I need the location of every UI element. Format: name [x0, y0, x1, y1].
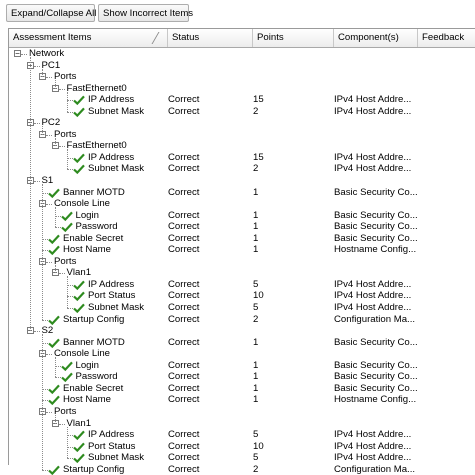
- table-row[interactable]: [9, 94, 475, 106]
- status-cell: Correct: [168, 186, 200, 198]
- column-header-feedback[interactable]: Feedback: [422, 32, 465, 43]
- table-row[interactable]: [9, 429, 475, 441]
- column-header-components[interactable]: Component(s): [334, 29, 418, 47]
- tree-guide-line: [42, 334, 43, 470]
- component-cell: IPv4 Host Addre...: [334, 105, 412, 117]
- item-label: S2: [41, 325, 54, 337]
- tree-guide-line: [67, 92, 68, 112]
- expand-collapse-all-button[interactable]: Expand/Collapse All: [6, 4, 95, 22]
- table-row[interactable]: [9, 60, 475, 72]
- table-row[interactable]: [9, 198, 475, 210]
- check-icon: [61, 222, 73, 232]
- table-row[interactable]: [9, 452, 475, 464]
- component-cell: Configuration Ma...: [334, 313, 416, 325]
- check-icon: [61, 372, 73, 382]
- tree-guide-line: [67, 149, 68, 169]
- item-label: Password: [75, 221, 118, 233]
- status-cell: Correct: [168, 105, 200, 117]
- points-cell: 5: [253, 278, 259, 290]
- item-label: IP Address: [88, 429, 135, 441]
- table-row[interactable]: [9, 244, 475, 256]
- status-cell: Correct: [168, 209, 200, 221]
- component-cell: IPv4 Host Addre...: [334, 440, 412, 452]
- check-icon: [48, 384, 60, 394]
- tree-connector: [34, 331, 40, 332]
- tree-connector: [42, 470, 48, 471]
- check-icon: [48, 338, 60, 348]
- status-cell: Correct: [168, 278, 200, 290]
- item-label: Ports: [54, 405, 77, 417]
- component-cell: IPv4 Host Addre...: [334, 429, 412, 441]
- table-header: [9, 29, 475, 48]
- check-icon: [73, 453, 85, 463]
- collapse-toggle-icon[interactable]: −: [27, 118, 33, 128]
- status-cell: Correct: [168, 290, 200, 302]
- tree-guide-line: [55, 357, 56, 377]
- item-label: Network: [29, 48, 65, 59]
- status-cell: Correct: [168, 440, 200, 452]
- item-label: Console Line: [54, 198, 111, 210]
- status-cell: Correct: [168, 382, 200, 394]
- table-row[interactable]: [9, 187, 475, 199]
- component-cell: Basic Security Co...: [334, 232, 418, 244]
- check-icon: [73, 303, 85, 313]
- table-row[interactable]: [9, 221, 475, 233]
- points-cell: 2: [253, 313, 259, 325]
- item-label: Subnet Mask: [88, 302, 144, 314]
- points-cell: 10: [253, 440, 264, 452]
- points-cell: 1: [253, 359, 259, 371]
- item-label: Password: [75, 371, 118, 383]
- tree-connector: [46, 262, 52, 263]
- points-cell: 1: [253, 221, 259, 233]
- tree-connector: [67, 458, 73, 459]
- points-cell: 15: [253, 151, 264, 163]
- item-label: Host Name: [63, 394, 111, 406]
- component-cell: IPv4 Host Addre...: [334, 94, 412, 106]
- item-label: Login: [75, 359, 99, 371]
- tree-guide-line: [55, 265, 56, 274]
- collapse-toggle-icon[interactable]: −: [27, 326, 33, 336]
- component-cell: Basic Security Co...: [334, 359, 418, 371]
- tree-connector: [34, 123, 40, 124]
- table-row[interactable]: [9, 48, 475, 60]
- check-icon: [73, 291, 85, 301]
- points-cell: 1: [253, 336, 259, 348]
- tree-guide-line: [42, 69, 43, 78]
- tree-connector: [59, 89, 65, 90]
- status-cell: Correct: [168, 313, 200, 325]
- component-cell: IPv4 Host Addre...: [334, 278, 412, 290]
- component-cell: Basic Security Co...: [334, 382, 418, 394]
- table-row[interactable]: [9, 348, 475, 360]
- tree-guide-line: [42, 126, 43, 135]
- collapse-toggle-icon[interactable]: −: [15, 49, 20, 58]
- tree-guide-line: [55, 138, 56, 147]
- check-icon: [73, 430, 85, 440]
- tree-connector: [46, 412, 52, 413]
- item-label: Host Name: [63, 244, 111, 256]
- check-icon: [61, 211, 73, 221]
- collapse-toggle-icon[interactable]: −: [52, 418, 58, 428]
- tree-guide-line: [67, 276, 68, 308]
- table-row[interactable]: [9, 256, 475, 268]
- tree-connector: [59, 273, 65, 274]
- points-cell: 15: [253, 94, 264, 106]
- item-label: Banner MOTD: [63, 336, 125, 348]
- item-label: PC2: [41, 117, 61, 129]
- table-row[interactable]: [9, 383, 475, 395]
- collapse-toggle-icon[interactable]: −: [40, 129, 45, 139]
- table-row[interactable]: [9, 117, 475, 129]
- table-row[interactable]: [9, 290, 475, 302]
- table-row[interactable]: [9, 337, 475, 349]
- item-label: Subnet Mask: [88, 105, 144, 117]
- points-cell: 2: [253, 105, 259, 117]
- table-row[interactable]: [9, 233, 475, 245]
- points-cell: 10: [253, 290, 264, 302]
- tree-connector: [42, 320, 48, 321]
- check-icon: [48, 315, 60, 325]
- column-header-status[interactable]: Status: [168, 29, 253, 47]
- collapse-toggle-icon[interactable]: −: [40, 72, 45, 82]
- table-row[interactable]: [9, 140, 475, 152]
- points-cell: 1: [253, 244, 259, 256]
- collapse-toggle-icon[interactable]: −: [27, 60, 33, 70]
- status-cell: Correct: [168, 371, 200, 383]
- item-label: Subnet Mask: [88, 163, 144, 175]
- table-row[interactable]: [9, 314, 475, 326]
- points-cell: 1: [253, 394, 259, 406]
- table-row[interactable]: [9, 360, 475, 372]
- tree-connector: [46, 77, 52, 78]
- item-label: Ports: [54, 255, 77, 267]
- collapse-toggle-icon[interactable]: −: [40, 349, 45, 359]
- tree-connector: [59, 146, 65, 147]
- tree-connector: [55, 377, 61, 378]
- status-cell: Correct: [168, 336, 200, 348]
- status-cell: Correct: [168, 302, 200, 314]
- check-icon: [73, 164, 85, 174]
- component-cell: Basic Security Co...: [334, 371, 418, 383]
- item-label: Vlan1: [66, 267, 92, 279]
- collapse-toggle-icon[interactable]: −: [52, 83, 58, 93]
- status-cell: Correct: [168, 232, 200, 244]
- tree-connector: [67, 308, 73, 309]
- check-icon: [48, 188, 60, 198]
- item-label: Port Status: [88, 440, 136, 452]
- component-cell: Basic Security Co...: [334, 209, 418, 221]
- item-label: PC1: [41, 59, 61, 71]
- tree-guide-line: [55, 415, 56, 424]
- points-cell: 2: [253, 463, 259, 475]
- tree-connector: [59, 424, 65, 425]
- check-icon: [73, 280, 85, 290]
- table-row[interactable]: [9, 394, 475, 406]
- status-cell: Correct: [168, 163, 200, 175]
- table-row[interactable]: [9, 371, 475, 383]
- check-icon: [73, 95, 85, 105]
- component-cell: Hostname Config...: [334, 394, 417, 406]
- show-incorrect-items-button[interactable]: Show Incorrect Items: [98, 4, 189, 22]
- component-cell: Basic Security Co...: [334, 221, 418, 233]
- status-cell: Correct: [168, 429, 200, 441]
- table-row[interactable]: [9, 163, 475, 175]
- tree-connector: [34, 181, 40, 182]
- tree-guide-line: [67, 427, 68, 459]
- status-cell: Correct: [168, 221, 200, 233]
- points-cell: 5: [253, 452, 259, 464]
- tree-guide-line: [30, 57, 31, 331]
- check-icon: [61, 361, 73, 371]
- component-cell: IPv4 Host Addre...: [334, 290, 412, 302]
- item-label: Console Line: [54, 348, 111, 360]
- component-cell: Basic Security Co...: [334, 186, 418, 198]
- check-icon: [48, 465, 60, 475]
- status-cell: Correct: [168, 452, 200, 464]
- tree-connector: [46, 354, 52, 355]
- item-label: FastEthernet0: [66, 82, 127, 94]
- table-row[interactable]: [9, 129, 475, 141]
- column-header-points[interactable]: Points: [253, 29, 334, 47]
- status-cell: Correct: [168, 244, 200, 256]
- item-label: Startup Config: [63, 313, 125, 325]
- collapse-toggle-icon[interactable]: −: [52, 268, 58, 278]
- item-label: Startup Config: [63, 463, 125, 475]
- component-cell: IPv4 Host Addre...: [334, 163, 412, 175]
- item-label: Subnet Mask: [88, 452, 144, 464]
- points-cell: 1: [253, 382, 259, 394]
- item-label: Enable Secret: [63, 382, 124, 394]
- item-label: Port Status: [88, 290, 136, 302]
- tree-connector: [46, 204, 52, 205]
- points-cell: 1: [253, 186, 259, 198]
- table-row[interactable]: [9, 175, 475, 187]
- table-body: [9, 48, 475, 475]
- component-cell: Hostname Config...: [334, 244, 417, 256]
- table-row[interactable]: [9, 279, 475, 291]
- status-cell: Correct: [168, 359, 200, 371]
- tree-guide-line: [55, 207, 56, 227]
- status-cell: Correct: [168, 394, 200, 406]
- tree-guide-line: [42, 184, 43, 320]
- table-row[interactable]: [9, 464, 475, 475]
- item-label: FastEthernet0: [66, 140, 127, 152]
- table-row[interactable]: [9, 83, 475, 95]
- collapse-toggle-icon[interactable]: −: [40, 406, 45, 416]
- tree-connector: [46, 135, 52, 136]
- item-label: S1: [41, 175, 54, 187]
- tree-guide-line: [55, 80, 56, 89]
- collapse-toggle-icon[interactable]: −: [27, 176, 33, 186]
- check-icon: [73, 442, 85, 452]
- check-icon: [48, 395, 60, 405]
- component-cell: Basic Security Co...: [334, 336, 418, 348]
- status-cell: Correct: [168, 94, 200, 106]
- tree-connector: [21, 54, 27, 55]
- component-cell: IPv4 Host Addre...: [334, 302, 412, 314]
- tree-connector: [55, 227, 61, 228]
- assessment-table: [8, 28, 475, 475]
- item-label: IP Address: [88, 151, 135, 163]
- item-label: Banner MOTD: [63, 186, 125, 198]
- tree-connector: [67, 112, 73, 113]
- status-cell: Correct: [168, 463, 200, 475]
- status-cell: Correct: [168, 151, 200, 163]
- item-label: Ports: [54, 128, 77, 140]
- collapse-toggle-icon[interactable]: −: [40, 256, 45, 266]
- component-cell: Configuration Ma...: [334, 463, 416, 475]
- points-cell: 5: [253, 429, 259, 441]
- check-icon: [48, 234, 60, 244]
- component-cell: IPv4 Host Addre...: [334, 452, 412, 464]
- table-row[interactable]: [9, 418, 475, 430]
- toolbar: [0, 0, 474, 26]
- item-label: Vlan1: [66, 417, 92, 429]
- item-label: Enable Secret: [63, 232, 124, 244]
- table-row[interactable]: [9, 106, 475, 118]
- table-row[interactable]: [9, 210, 475, 222]
- table-row[interactable]: [9, 71, 475, 83]
- table-row[interactable]: [9, 302, 475, 314]
- check-icon: [73, 107, 85, 117]
- item-label: IP Address: [88, 94, 135, 106]
- collapse-toggle-icon[interactable]: −: [40, 199, 45, 209]
- check-icon: [73, 153, 85, 163]
- points-cell: 1: [253, 209, 259, 221]
- item-label: Ports: [54, 71, 77, 83]
- points-cell: 2: [253, 163, 259, 175]
- table-row[interactable]: [9, 267, 475, 279]
- points-cell: 1: [253, 232, 259, 244]
- item-label: Login: [75, 209, 99, 221]
- table-row[interactable]: [9, 152, 475, 164]
- column-header-assessment-items[interactable]: Assessment Items: [9, 29, 168, 47]
- table-row[interactable]: [9, 325, 475, 337]
- check-icon: [48, 245, 60, 255]
- component-cell: IPv4 Host Addre...: [334, 151, 412, 163]
- points-cell: 5: [253, 302, 259, 314]
- points-cell: 1: [253, 371, 259, 383]
- table-row[interactable]: [9, 406, 475, 418]
- tree-connector: [34, 66, 40, 67]
- tree-connector: [67, 169, 73, 170]
- item-label: IP Address: [88, 278, 135, 290]
- collapse-toggle-icon[interactable]: −: [52, 141, 58, 151]
- table-row[interactable]: [9, 441, 475, 453]
